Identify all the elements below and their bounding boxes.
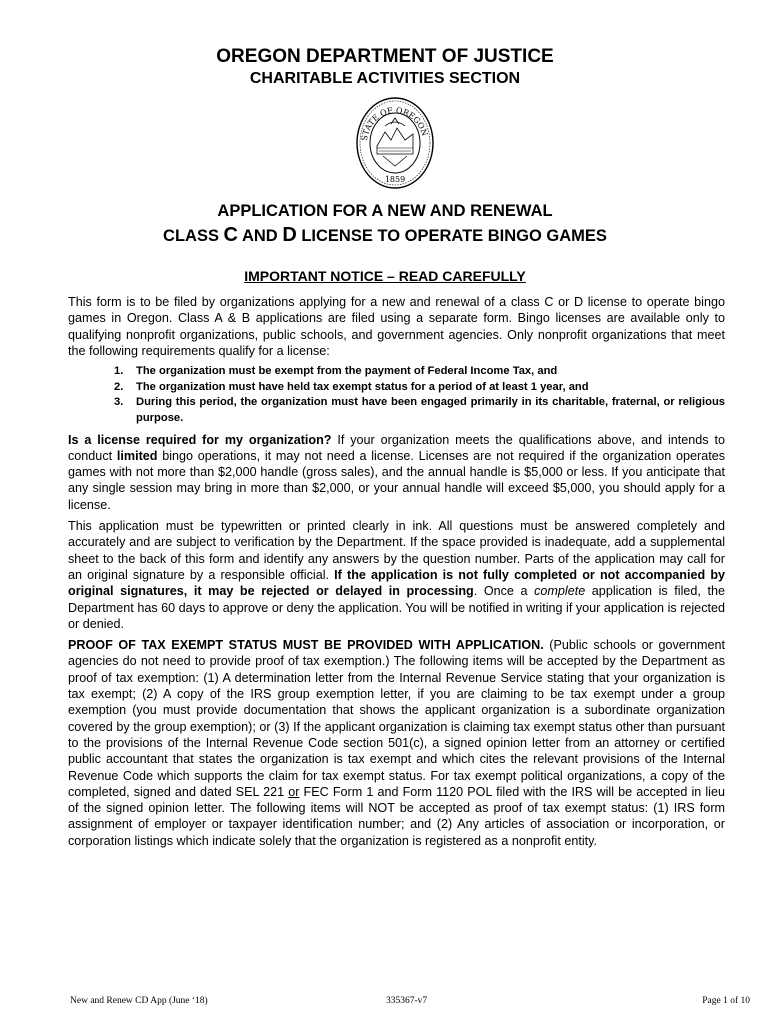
requirement-item: 2. The organization must have held tax exempt status for a period of at least 1 year, and bbox=[114, 380, 589, 393]
requirements-list bbox=[68, 364, 725, 426]
seal-top-text: STATE OF OREGON bbox=[360, 105, 430, 142]
application-title-line2: CLASS C AND D LICENSE TO OPERATE BINGO GAMES bbox=[163, 224, 607, 246]
proof-of-exemption-paragraph: PROOF OF TAX EXEMPT STATUS MUST BE PROVIDED WITH APPLICATION. (Public schools or government agencies do not need to provide proof of tax exemption.) The following items will be accepted by the Department as proof of tax exemption: (1) A determination letter from the Internal Revenue Service stating that your organization is tax exempt; (2) A copy of the IRS group exemption letter, if you are claiming to be tax exempt under a group exemption (you must provide documentation that shows the applicant organization is a subordinate organization covered by the group exemption); or (3) If the applicant organization is claiming tax exempt status other than pursuant to the provisions of the Internal Revenue Code section 501(c), a signed opinion letter from an attorney or certified public accountant that states the organization is tax exempt and which cites the relevant provisions of the Internal Revenue Code which supports the claim for tax exempt status. For tax exempt political organizations, a copy of the completed, signed and dated SEL 221 or FEC Form 1 and Form 1120 POL filed with the IRS will be accepted in lieu of the signed opinion letter. The following items will NOT be accepted as proof of tax exempt status: (1) IRS form assignment of employer or taxpayer identification number; and (2) Any articles of association or incorporation, or corporation listings which indicate solely that the organization is registered as a nonprofit entity. bbox=[68, 638, 725, 848]
license-required-paragraph: Is a license required for my organization? If your organization meets the qualifications above, and intends to conduct limited bingo operations, it may not need a license. Licenses are not required if the organization operates games with not more than $2,000 handle (gross sales), and the annual handle is $5,000 or less. If you anticipate that any single session may bring in more than $2,000, or your annual handle will exceed $5,000, you should apply for a license. bbox=[68, 432, 725, 512]
section-heading: CHARITABLE ACTIVITIES SECTION bbox=[249, 70, 521, 87]
rejection-warning: If the application is not fully completed or not accompanied by original signatures, it may be rejected or delayed in processing bbox=[68, 567, 726, 599]
application-title-line1: APPLICATION FOR A NEW AND RENEWAL bbox=[217, 202, 553, 220]
footer-doc-id: 335367-v7 bbox=[386, 996, 428, 1006]
requirement-item: 1. The organization must be exempt from the payment of Federal Income Tax, and bbox=[114, 365, 558, 378]
important-notice-heading: IMPORTANT NOTICE – READ CAREFULLY bbox=[244, 268, 526, 284]
footer-page-number: Page 1 of 10 bbox=[702, 996, 750, 1006]
requirement-item: 3. During this period, the organization must have been engaged primarily in its charitable, fraternal, or religious purpose. bbox=[114, 396, 725, 424]
document-body bbox=[68, 294, 725, 854]
footer-form-name: New and Renew CD App (June ‘18) bbox=[70, 996, 208, 1006]
oregon-state-seal bbox=[355, 96, 435, 190]
seal-year: 1859 bbox=[384, 175, 406, 184]
class-c-label: C bbox=[223, 224, 238, 246]
license-required-question: Is a license required for my organization? bbox=[68, 432, 332, 447]
application-info-paragraph: This application must be typewritten or printed clearly in ink. All questions must be answered completely and accurately and are subject to verification by the Department. If the space provided is inadequate, add a supplemental sheet to the back of this form and identify any answers by the question number. Parts of the application may call for an original signature by a responsible official. If the application is not fully completed or not accompanied by original signatures, it may be rejected or delayed in processing. Once a complete application is filed, the Department has 60 days to approve or deny the application. You will be notified in writing if your application is rejected or denied. bbox=[68, 519, 726, 631]
department-heading: OREGON DEPARTMENT OF JUSTICE bbox=[216, 46, 554, 67]
intro-paragraph: This form is to be filed by organizations applying for a new and renewal of a class C or D license to operate bingo games in Oregon. Class A & B applications are filed using a separate form. Bingo licenses are available only to qualifying nonprofit organizations, public schools, and government agencies. Only nonprofit organizations that meet the following requirements qualify for a license: bbox=[68, 295, 725, 358]
class-d-label: D bbox=[282, 224, 297, 246]
proof-heading: PROOF OF TAX EXEMPT STATUS MUST BE PROVIDED WITH APPLICATION. bbox=[68, 638, 544, 653]
